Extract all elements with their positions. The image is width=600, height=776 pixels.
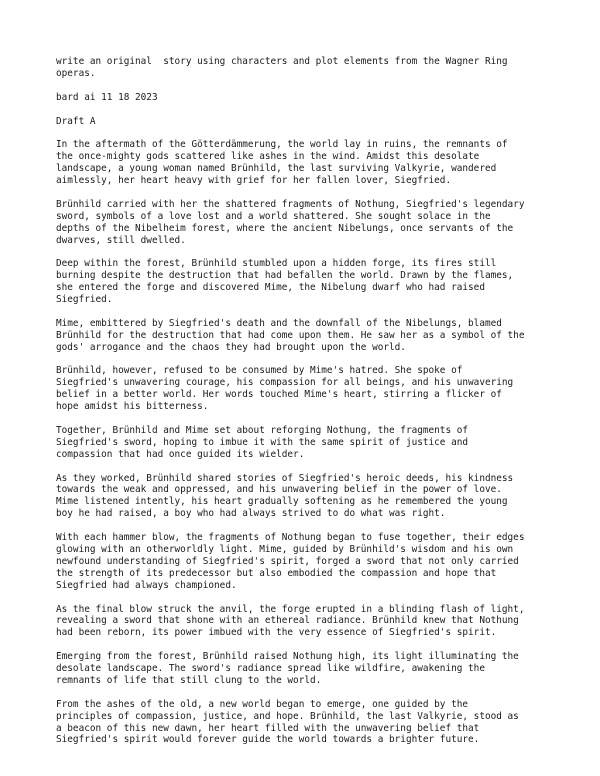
story-paragraph: Deep within the forest, Brünhild stumbled upon a hidden forge, its fires still burning despite the destruction that had befallen the world. Drawn by the flames, she entered the forge and discovered Mime, the Nibelung dwarf who had raised Siegfried. <box>56 258 514 306</box>
prompt-text: write an original story using characters and plot elements from the Wagner Ring operas. <box>56 56 508 79</box>
draft-label: Draft A <box>56 115 96 127</box>
story-paragraph: As they worked, Brünhild shared stories of Siegfried's heroic deeds, his kindness towards the weak and oppressed, and his unwavering belief in the power of love. Mime listened intently, his heart gradually softening as he remembered the young boy he had raised, a boy who had always strived to do what was right. <box>56 472 514 520</box>
story-paragraph: As the final blow struck the anvil, the forge erupted in a blinding flash of light, revealing a sword that shone with an ethereal radiance. Brünhild knew that Nothung had been reborn, its power imbued with the very essence of Siegfried's spirit. <box>56 603 525 639</box>
story-paragraph: With each hammer blow, the fragments of Nothung began to fuse together, their edges glowing with an otherworldly light. Mime, guided by Brünhild's wisdom and his own newfound understanding of Siegfried's spirit, forged a sword that not only carried the strength of its predecessor but also embodied the compassion and hope that Siegfried had always championed. <box>56 532 525 591</box>
story-paragraph: Emerging from the forest, Brünhild raised Nothung high, its light illuminating the desolate landscape. The sword's radiance spread like wildfire, awakening the remnants of life that still clung to the world. <box>56 651 519 686</box>
story-paragraph: Mime, embittered by Siegfried's death and the downfall of the Nibelungs, blamed Brünhild for the destruction that had come upon them. He saw her as a symbol of the gods' arrogance and the chaos they had brought upon the world. <box>56 317 525 353</box>
document-page <box>56 56 546 758</box>
story-paragraph: Brünhild carried with her the shattered fragments of Nothung, Siegfried's legendary sword, symbols of a love lost and a world shattered. She sought solace in the depths of the Nibelheim forest, where the ancient Nibelungs, once servants of the dwarves, still dwelled. <box>56 198 525 246</box>
story-paragraph: Brünhild, however, refused to be consumed by Mime's hatred. She spoke of Siegfried's unwavering courage, his compassion for all beings, and his unwavering belief in a better world. Her words touched Mime's heart, stirring a flicker of hope amidst his bitterness. <box>56 365 514 413</box>
story-paragraph: From the ashes of the old, a new world began to emerge, one guided by the principles of compassion, justice, and hope. Brünhild, the last Valkyrie, stood as a beacon of this new dawn, her heart filled with the unwavering belief that Siegfried's spirit would forever guide the world towards a brighter future. <box>56 698 519 746</box>
source-line: bard ai 11 18 2023 <box>56 91 158 103</box>
story-paragraph: In the aftermath of the Götterdämmerung, the world lay in ruins, the remnants of the once-mighty gods scattered like ashes in the wind. Amidst this desolate landscape, a young woman named Brünhild, the last surviving Valkyrie, wandered aimlessly, her heart heavy with grief for her fallen lover, Siegfried. <box>56 139 508 187</box>
story-paragraph: Together, Brünhild and Mime set about reforging Nothung, the fragments of Siegfried's sword, hoping to imbue it with the same spirit of justice and compassion that had once guided its wielder. <box>56 424 469 460</box>
